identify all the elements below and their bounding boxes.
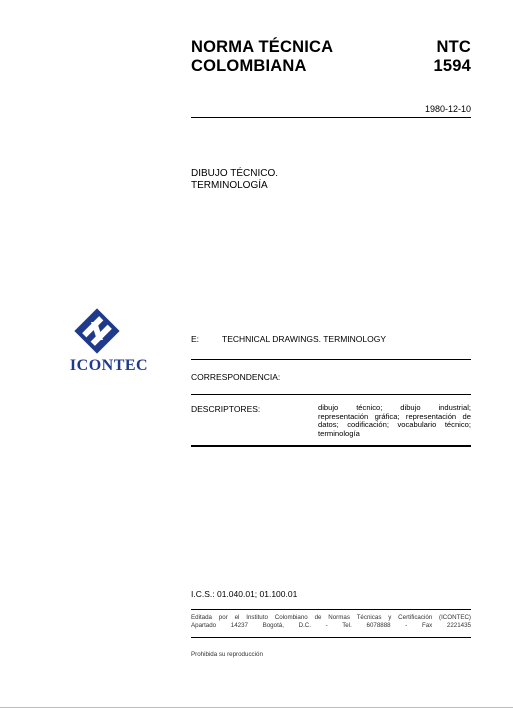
norma-title-line2: COLOMBIANA bbox=[191, 57, 307, 75]
subject-title bbox=[191, 168, 278, 192]
icontec-logo-icon bbox=[72, 306, 122, 356]
date-rule bbox=[191, 117, 471, 118]
english-label: E: bbox=[191, 334, 200, 344]
subject-line1: DIBUJO TÉCNICO. bbox=[191, 168, 279, 179]
correspondencia-rule bbox=[191, 394, 471, 395]
publisher-line1: Editada por el Instituto Colombiano de Normas Técnicas y Certificación (ICONTEC) bbox=[191, 614, 471, 621]
english-title: TECHNICAL DRAWINGS. TERMINOLOGY bbox=[222, 334, 387, 344]
english-rule bbox=[191, 359, 471, 360]
descriptores-text: dibujo técnico; dibujo industrial; representación gráfica; representación de datos; codificación; vocabulario técnico; terminología bbox=[318, 403, 471, 438]
publisher-line2: Apartado 14237 Bogotá, D.C. - Tel. 6078888 - Fax 2221435 bbox=[191, 621, 471, 629]
subject-line2: TERMINOLOGÍA bbox=[191, 180, 268, 191]
correspondencia-label: CORRESPONDENCIA: bbox=[191, 372, 281, 382]
descriptores-label: DESCRIPTORES: bbox=[191, 404, 261, 414]
icontec-wordmark: ICONTEC bbox=[69, 357, 149, 374]
norma-code bbox=[391, 38, 471, 76]
publication-date: 1980-12-10 bbox=[424, 104, 471, 114]
icontec-logo bbox=[54, 304, 164, 379]
publisher-rule bbox=[191, 637, 471, 638]
norma-title-line1: NORMA TÉCNICA bbox=[191, 38, 334, 56]
publisher-info bbox=[191, 614, 471, 629]
descriptores-rule bbox=[191, 445, 471, 447]
norma-code-line1: NTC bbox=[436, 38, 471, 56]
norma-title bbox=[191, 38, 391, 76]
norma-code-line2: 1594 bbox=[433, 57, 471, 75]
ics-rule bbox=[191, 609, 471, 610]
ics-code: I.C.S.: 01.040.01; 01.100.01 bbox=[191, 589, 298, 599]
reproduction-notice: Prohibida su reproducción bbox=[191, 651, 263, 658]
page-bottom-rule bbox=[0, 707, 513, 708]
